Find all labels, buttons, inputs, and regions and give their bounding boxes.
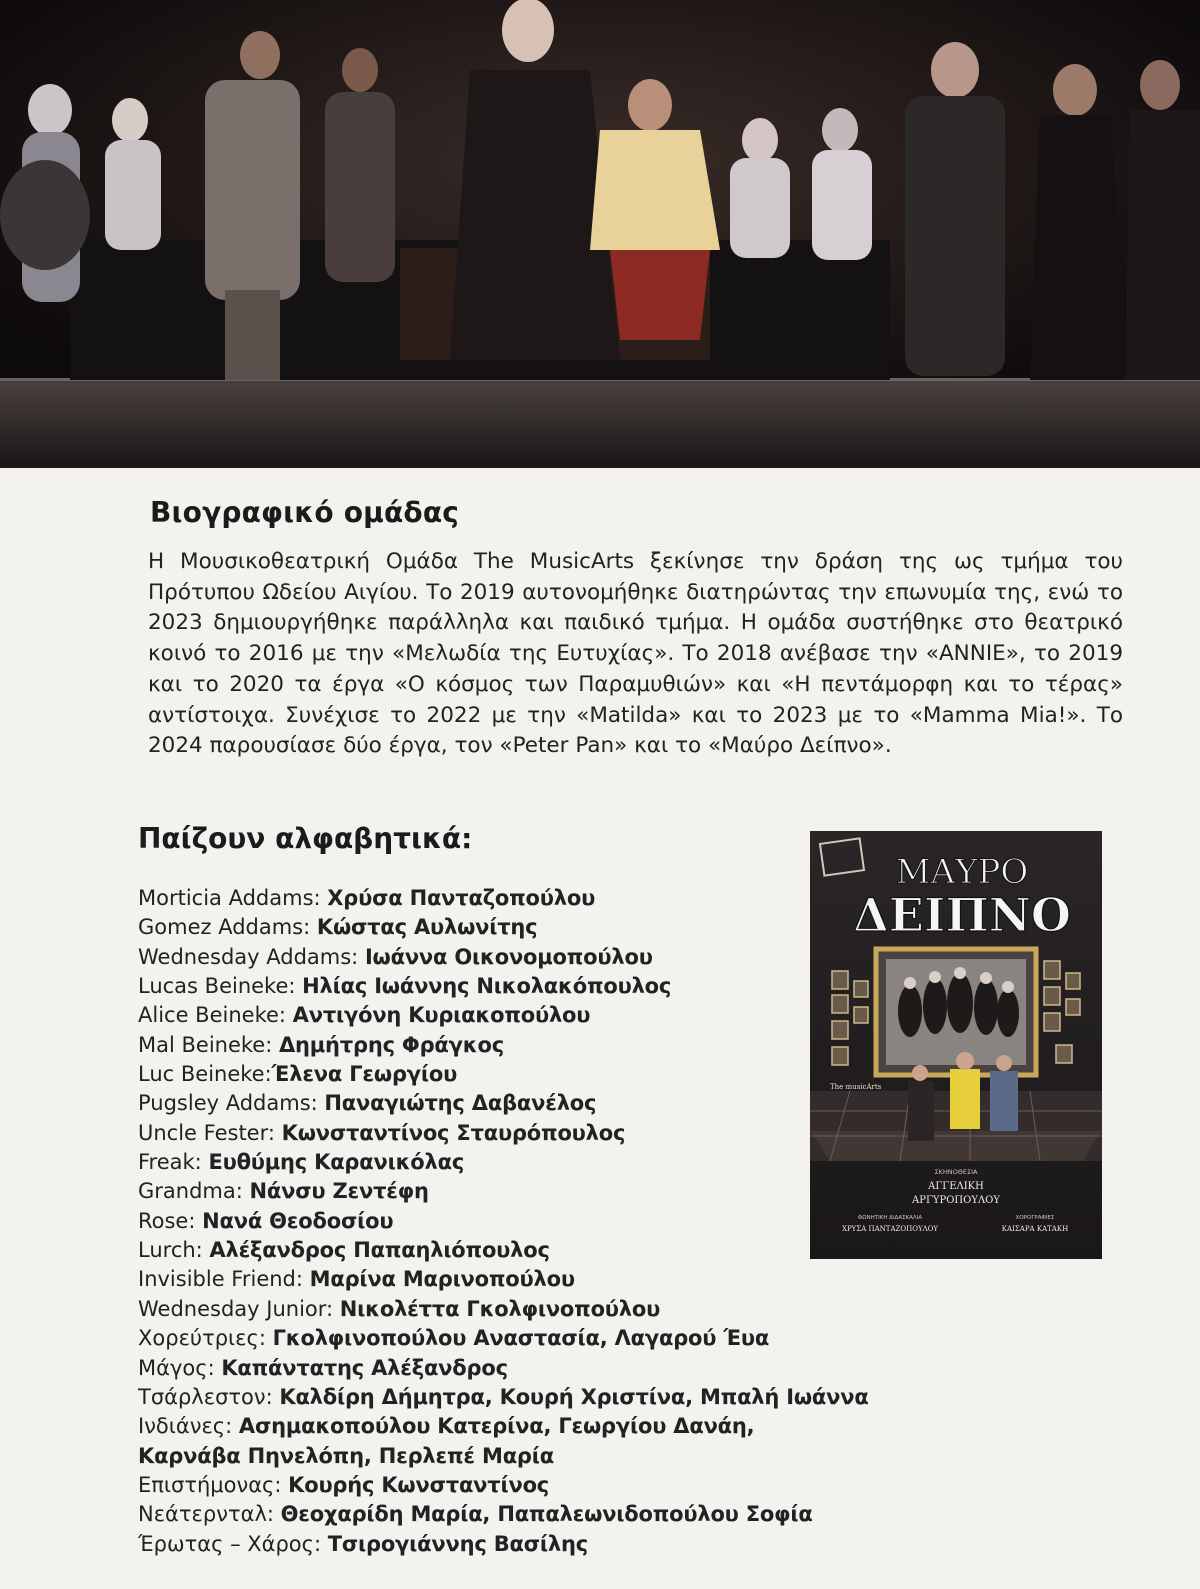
cast-line bbox=[138, 1383, 869, 1412]
cast-line bbox=[138, 1295, 869, 1324]
cast-role: Wednesday Junior: bbox=[138, 1296, 340, 1321]
cast-actor-name: Δημήτρης Φράγκος bbox=[278, 1032, 504, 1057]
cast-actor-name: Καρνάβα Πηνελόπη, Περλεπέ Μαρία bbox=[138, 1443, 554, 1468]
cast-actor-name: Αλέξανδρος Παπαηλιόπουλος bbox=[209, 1238, 550, 1263]
cast-role: Morticia Addams: bbox=[138, 886, 328, 910]
cast-actor-name: Θεοχαρίδη Μαρία, Παπαλεωνιδοπούλου Σοφία bbox=[280, 1502, 813, 1527]
cast-heading: Παίζουν αλφαβητικά: bbox=[138, 822, 473, 855]
cast-actor-name: Νάνσυ Ζεντέφη bbox=[249, 1179, 429, 1204]
cast-actor-name: Καλδίρη Δήμητρα, Κουρή Χριστίνα, Μπαλή Ιωάννα bbox=[279, 1384, 869, 1409]
cast-role: Invisible Friend: bbox=[138, 1267, 310, 1292]
cast-actor-name: Αντιγόνη Κυριακοπούλου bbox=[292, 1003, 591, 1028]
cast-actor-name: Έλενα Γεωργίου bbox=[271, 1062, 458, 1087]
cast-role: Χορεύτριες: bbox=[138, 1326, 273, 1351]
bio-paragraph: Η Μουσικοθεατρική Ομάδα The MusicArts ξεκίνησε την δράση της ως τμήμα του Πρότυπου Ωδείου Αιγίου. Το 2019 αυτονομήθηκε διατηρώντας την επωνυμία της, ενώ το 2023 δημιουργήθηκε παράλληλα και παιδικό τμήμα. Η ομάδα συστήθηκε στο θεατρικό κοινό το 2016 με την «Μελωδία της Ευτυχίας». Το 2018 ανέβασε την «ANNIE», το 2019 και το 2020 τα έργα «Ο κόσμος των Παραμυθιών» και «Η πεντάμορφη και το τέρας» αντίστοιχα. Συνέχισε το 2022 με την «Matilda» και το 2023 με το «Mamma Mia!». Το 2024 παρουσίασε δύο έργα, τον «Peter Pan» και το «Μαύρο Δείπνο». bbox=[148, 549, 1123, 759]
cast-actor-name: Νικολέττα Γκολφινοπούλου bbox=[339, 1296, 661, 1321]
cast-line bbox=[138, 1119, 869, 1148]
poster-direction-label: ΣΚΗΝΟΘΕΣΙΑ bbox=[934, 1168, 978, 1176]
poster-logo: The musicArts bbox=[830, 1083, 882, 1091]
cast-role: Mal Beineke: bbox=[138, 1032, 279, 1057]
cast-role: Freak: bbox=[138, 1150, 209, 1175]
cast-line bbox=[138, 1001, 869, 1030]
cast-actor-name: Γκολφινοπούλου Αναστασία, Λαγαρού Έυα bbox=[272, 1326, 770, 1351]
cast-actor-name: Τσιρογιάννης Βασίλης bbox=[327, 1531, 588, 1556]
cast-line bbox=[138, 1207, 869, 1236]
cast-line bbox=[138, 1471, 869, 1500]
cast-line bbox=[138, 1177, 869, 1206]
cast-actor-name: Κώστας Αυλωνίτης bbox=[316, 915, 538, 940]
cast-role: Lucas Beineke: bbox=[138, 974, 303, 999]
cast-role: Gomez Addams: bbox=[138, 915, 317, 940]
poster-title-line1: ΜΑΥΡΟ bbox=[895, 852, 1029, 892]
cast-role: Επιστήμονας: bbox=[138, 1472, 289, 1497]
poster-title-line2: ΔΕΙΠΝΟ bbox=[853, 888, 1071, 942]
cast-line bbox=[138, 972, 869, 1001]
cast-role: Μάγος: bbox=[138, 1355, 222, 1380]
cast-line bbox=[138, 1148, 869, 1177]
cast-actor-name: Ιωάννα Οικονομοπούλου bbox=[364, 944, 653, 969]
cast-role: Wednesday Addams: bbox=[138, 944, 365, 969]
cast-actor-name: Χρύσα Πανταζοπούλου bbox=[327, 886, 596, 910]
cast-role: Νεάτερνταλ: bbox=[138, 1502, 281, 1527]
cast-role: Uncle Fester: bbox=[138, 1120, 282, 1145]
cast-role: Grandma: bbox=[138, 1179, 250, 1204]
poster-credit-right-label: ΧΟΡΟΓΡΑΦΙΕΣ bbox=[1015, 1215, 1055, 1221]
poster-credit-left-name: ΧΡΥΣΑ ΠΑΝΤΑΖΟΠΟΥΛΟΥ bbox=[841, 1225, 939, 1233]
poster-credit-left-label: ΦΩΝΗΤΙΚΗ ΔΙΔΑΣΚΑΛΙΑ bbox=[857, 1215, 923, 1221]
cast-line bbox=[138, 1089, 869, 1118]
cast-role: Rose: bbox=[138, 1208, 203, 1233]
cast-actor-name: Ηλίας Ιωάννης Νικολακόπουλος bbox=[302, 974, 672, 999]
cast-line bbox=[138, 884, 869, 913]
play-poster bbox=[810, 831, 1102, 1259]
cast-role: Lurch: bbox=[138, 1238, 210, 1263]
bio-heading: Βιογραφικό ομάδας bbox=[150, 496, 460, 529]
cast-line bbox=[138, 1412, 869, 1441]
poster-director-line1: ΑΓΓΕΛΙΚΗ bbox=[928, 1181, 984, 1192]
cast-line bbox=[138, 1324, 869, 1353]
cast-line bbox=[138, 1265, 869, 1294]
cast-actor-name: Παναγιώτης Δαβανέλος bbox=[324, 1091, 597, 1116]
cast-line bbox=[138, 1236, 869, 1265]
cast-actor-name: Κουρής Κωνσταντίνος bbox=[288, 1472, 550, 1497]
cast-line bbox=[138, 1060, 869, 1089]
poster-director-line2: ΑΡΓΥΡΟΠΟΥΛΟΥ bbox=[912, 1195, 1000, 1206]
cast-actor-name: Κωνσταντίνος Σταυρόπουλος bbox=[281, 1120, 626, 1145]
cast-line bbox=[138, 1442, 869, 1471]
cast-line bbox=[138, 1500, 869, 1529]
cast-role: Ινδιάνες: bbox=[138, 1414, 239, 1439]
cast-line bbox=[138, 913, 869, 942]
cast-role: Alice Beineke: bbox=[138, 1003, 293, 1028]
cast-line bbox=[138, 1031, 869, 1060]
cast-role: Τσάρλεστον: bbox=[138, 1384, 280, 1409]
cast-actor-name: Μαρίνα Μαρινοπούλου bbox=[309, 1267, 575, 1292]
cast-actor-name: Νανά Θεοδοσίου bbox=[202, 1208, 394, 1233]
cast-line bbox=[138, 1354, 869, 1383]
cast-role: Έρωτας – Χάρος: bbox=[138, 1531, 328, 1556]
cast-line bbox=[138, 1530, 869, 1559]
cast-line bbox=[138, 943, 869, 972]
cast-actor-name: Καπάντατης Αλέξανδρος bbox=[221, 1355, 508, 1380]
stage-photo bbox=[0, 0, 1200, 468]
cast-actor-name: Ασημακοπούλου Κατερίνα, Γεωργίου Δανάη, bbox=[238, 1414, 755, 1439]
cast-actor-name: Ευθύμης Καρανικόλας bbox=[208, 1150, 465, 1175]
cast-role: Luc Beineke: bbox=[138, 1062, 272, 1087]
cast-role: Pugsley Addams: bbox=[138, 1091, 325, 1116]
poster-credit-right-name: ΚΑΙΣΑΡΑ ΚΑΤΑΚΗ bbox=[1001, 1225, 1069, 1233]
cast-list bbox=[138, 884, 869, 1559]
